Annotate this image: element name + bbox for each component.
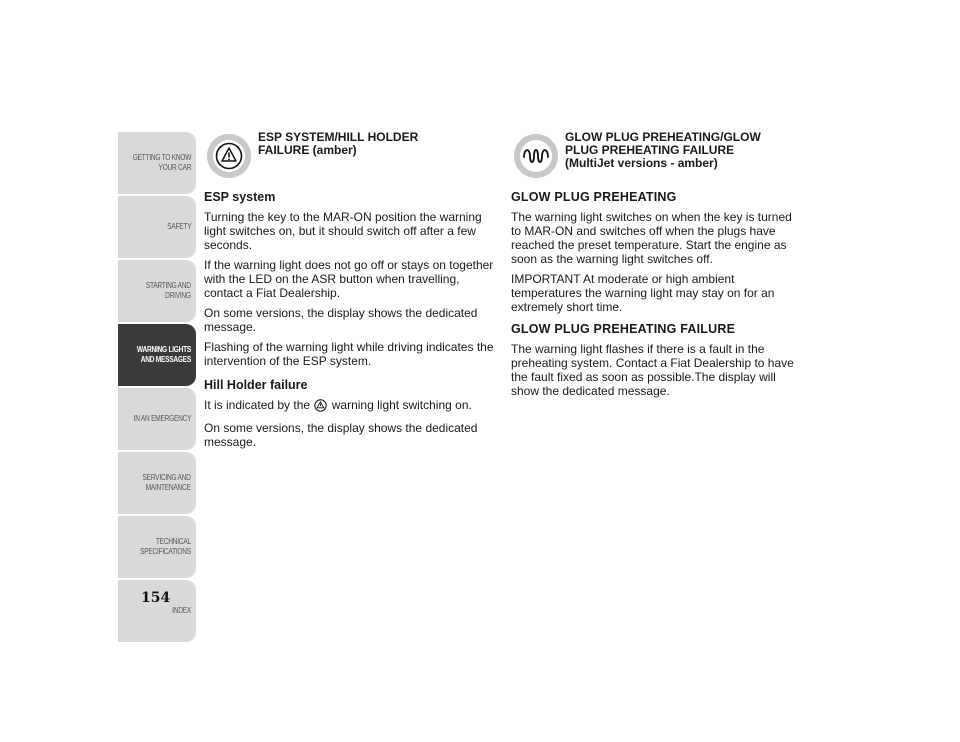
glow-plug-section: [511, 128, 801, 404]
section-title: ESP SYSTEM/HILL HOLDER FAILURE (amber): [258, 130, 419, 157]
section-header: [511, 128, 801, 186]
paragraph: On some versions, the display shows the dedicated message.: [204, 421, 478, 449]
esp-warning-inline-icon: [314, 399, 327, 415]
tab-getting-to-know[interactable]: [118, 132, 196, 194]
tab-label: TECHNICAL SPECIFICATIONS: [140, 537, 191, 556]
subheading: GLOW PLUG PREHEATING: [511, 190, 677, 204]
esp-section: [204, 128, 494, 455]
section-header: [204, 128, 494, 186]
tab-emergency[interactable]: [118, 388, 196, 450]
tab-label: GETTING TO KNOW YOUR CAR: [132, 153, 191, 172]
paragraph: The warning light flashes if there is a fault in the preheating system. Contact a Fiat Dealership to have the fault fixed as soon as possible.The display will show the dedicated message.: [511, 342, 794, 398]
glow-plug-icon: [514, 134, 558, 178]
text-fragment: warning light switching on.: [331, 398, 472, 412]
subheading: Hill Holder failure: [204, 378, 308, 392]
page-number: 154: [141, 590, 171, 606]
subheading: GLOW PLUG PREHEATING FAILURE: [511, 322, 736, 336]
paragraph: [204, 398, 494, 415]
paragraph: If the warning light does not go off or stays on together with the LED on the ASR button when travelling, contact a Fiat Dealership.: [204, 258, 494, 300]
tab-warning-lights[interactable]: [118, 324, 196, 386]
tab-label: STARTING AND DRIVING: [146, 281, 191, 300]
tab-label: WARNING LIGHTS AND MESSAGES: [136, 345, 191, 364]
paragraph: IMPORTANT At moderate or high ambient temperatures the warning light may stay on for an extremely short time.: [511, 272, 775, 314]
tab-label: SERVICING AND MAINTENANCE: [142, 473, 191, 492]
tab-servicing[interactable]: [118, 452, 196, 514]
tab-label: IN AN EMERGENCY: [133, 414, 191, 423]
tab-technical[interactable]: [118, 516, 196, 578]
paragraph: The warning light switches on when the key is turned to MAR-ON and switches off when the plugs have reached the preset temperature. Start the engine as soon as the warning light switches off.: [511, 210, 792, 266]
tab-starting-driving[interactable]: [118, 260, 196, 322]
tab-label: INDEX: [172, 606, 191, 615]
chapter-tabs: [118, 132, 196, 644]
subheading: ESP system: [204, 190, 276, 204]
paragraph: Flashing of the warning light while driving indicates the intervention of the ESP system.: [204, 340, 494, 368]
paragraph: Turning the key to the MAR-ON position the warning light switches on, but it should switch off after a few seconds.: [204, 210, 482, 252]
tab-label: SAFETY: [166, 222, 191, 231]
paragraph: On some versions, the display shows the dedicated message.: [204, 306, 478, 334]
tab-safety[interactable]: [118, 196, 196, 258]
esp-warning-triangle-icon: [207, 134, 251, 178]
section-title: GLOW PLUG PREHEATING/GLOW PLUG PREHEATING FAILURE (MultiJet versions - amber): [565, 130, 761, 170]
text-fragment: It is indicated by the: [204, 398, 311, 412]
